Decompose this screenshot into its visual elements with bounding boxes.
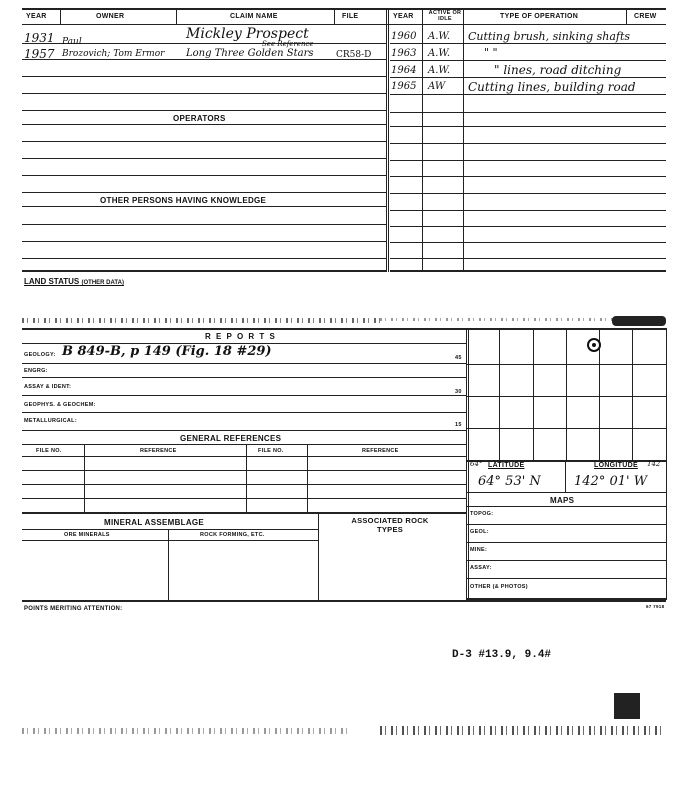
- operators-label: OPERATORS: [173, 114, 226, 123]
- owner-row-2-owner: Brozovich; Tom Ermor: [62, 49, 165, 59]
- engrg-label: ENGRG:: [24, 368, 48, 374]
- points-meriting-label: POINTS MERITING ATTENTION:: [24, 606, 123, 612]
- owner-row-1-claim: Mickley Prospect: [186, 26, 309, 42]
- maps-mine-label: MINE:: [470, 547, 488, 553]
- maps-other-label: OTHER (& PHOTOS): [470, 584, 528, 590]
- side-number-30: 30: [455, 389, 462, 395]
- owner-row-1-year: 1931: [24, 31, 55, 45]
- owner-row-2-file: CR58-D: [336, 50, 372, 60]
- op-row-3-type: " lines, road ditching: [494, 63, 622, 77]
- rock-forming-label: ROCK FORMING, ETC.: [200, 532, 265, 538]
- op-row-3-status: A.W.: [428, 65, 451, 76]
- ore-minerals-label: ORE MINERALS: [64, 532, 110, 538]
- maps-geol-label: GEOL:: [470, 529, 489, 535]
- other-persons-label: OTHER PERSONS HAVING KNOWLEDGE: [100, 196, 267, 205]
- owner-row-1-claim-note: See Reference: [262, 40, 314, 48]
- location-marker-icon: [587, 338, 601, 352]
- maps-title: MAPS: [550, 496, 575, 505]
- geology-value: B 849-B, p 149 (Fig. 18 #29): [62, 344, 272, 359]
- maps-topog-label: TOPOG:: [470, 511, 494, 517]
- typed-reference: D-3 #13.9, 9.4#: [452, 649, 552, 661]
- gr-file-no-1: FILE NO.: [36, 448, 62, 454]
- header-active-idle: ACTIVE OR IDLE: [428, 10, 462, 22]
- lat-mark: 64°: [470, 460, 483, 468]
- op-row-3-year: 1964: [391, 65, 417, 76]
- owner-row-2-claim: Long Three Golden Stars: [186, 48, 314, 59]
- owner-row-2-year: 1957: [24, 47, 55, 61]
- op-row-4-year: 1965: [391, 81, 417, 92]
- header-year-2: YEAR: [393, 13, 414, 20]
- reports-title: R E P O R T S: [205, 332, 277, 341]
- header-file: FILE: [342, 13, 359, 20]
- header-year: YEAR: [26, 13, 47, 20]
- longitude-value: 142° 01' W: [574, 474, 648, 489]
- mineral-assemblage-title: MINERAL ASSEMBLAGE: [104, 518, 205, 527]
- land-status-label: LAND STATUS (OTHER DATA): [24, 277, 124, 286]
- lon-mark: 142: [647, 460, 661, 468]
- form-number: 67 7918: [646, 604, 665, 609]
- general-references-title: GENERAL REFERENCES: [180, 434, 282, 443]
- op-row-4-status: AW: [428, 81, 446, 92]
- op-row-1-status: A.W.: [428, 31, 451, 42]
- associated-rock-types: ASSOCIATED ROCK TYPES: [351, 516, 429, 534]
- op-row-2-status: A.W.: [428, 48, 451, 59]
- latitude-value: 64° 53' N: [478, 474, 541, 489]
- header-owner: OWNER: [96, 13, 125, 20]
- op-row-1-type: Cutting brush, sinking shafts: [468, 30, 631, 43]
- gr-reference-2: REFERENCE: [362, 448, 399, 454]
- scan-marker-block: [614, 693, 640, 719]
- op-row-2-year: 1963: [391, 48, 417, 59]
- geology-label: GEOLOGY:: [24, 352, 56, 358]
- op-row-4-type: Cutting lines, building road: [468, 80, 636, 94]
- op-row-2-type: " ": [484, 46, 498, 59]
- assay-ident-label: ASSAY & IDENT:: [24, 384, 72, 390]
- header-type-of-operation: TYPE OF OPERATION: [500, 13, 579, 20]
- gr-file-no-2: FILE NO.: [258, 448, 284, 454]
- op-row-1-year: 1960: [391, 31, 417, 42]
- metallurgical-label: METALLURGICAL:: [24, 418, 77, 424]
- latitude-label: LATITUDE: [488, 462, 525, 469]
- owner-row-1-owner: Paul: [62, 37, 82, 47]
- header-crew: CREW: [634, 13, 657, 20]
- header-claim-name: CLAIM NAME: [230, 13, 278, 20]
- geophys-label: GEOPHYS. & GEOCHEM:: [24, 402, 96, 408]
- longitude-label: LONGITUDE: [594, 462, 638, 469]
- gr-reference-1: REFERENCE: [140, 448, 177, 454]
- maps-assay-label: ASSAY:: [470, 565, 492, 571]
- side-number-45: 45: [455, 355, 462, 361]
- side-number-15: 15: [455, 422, 462, 428]
